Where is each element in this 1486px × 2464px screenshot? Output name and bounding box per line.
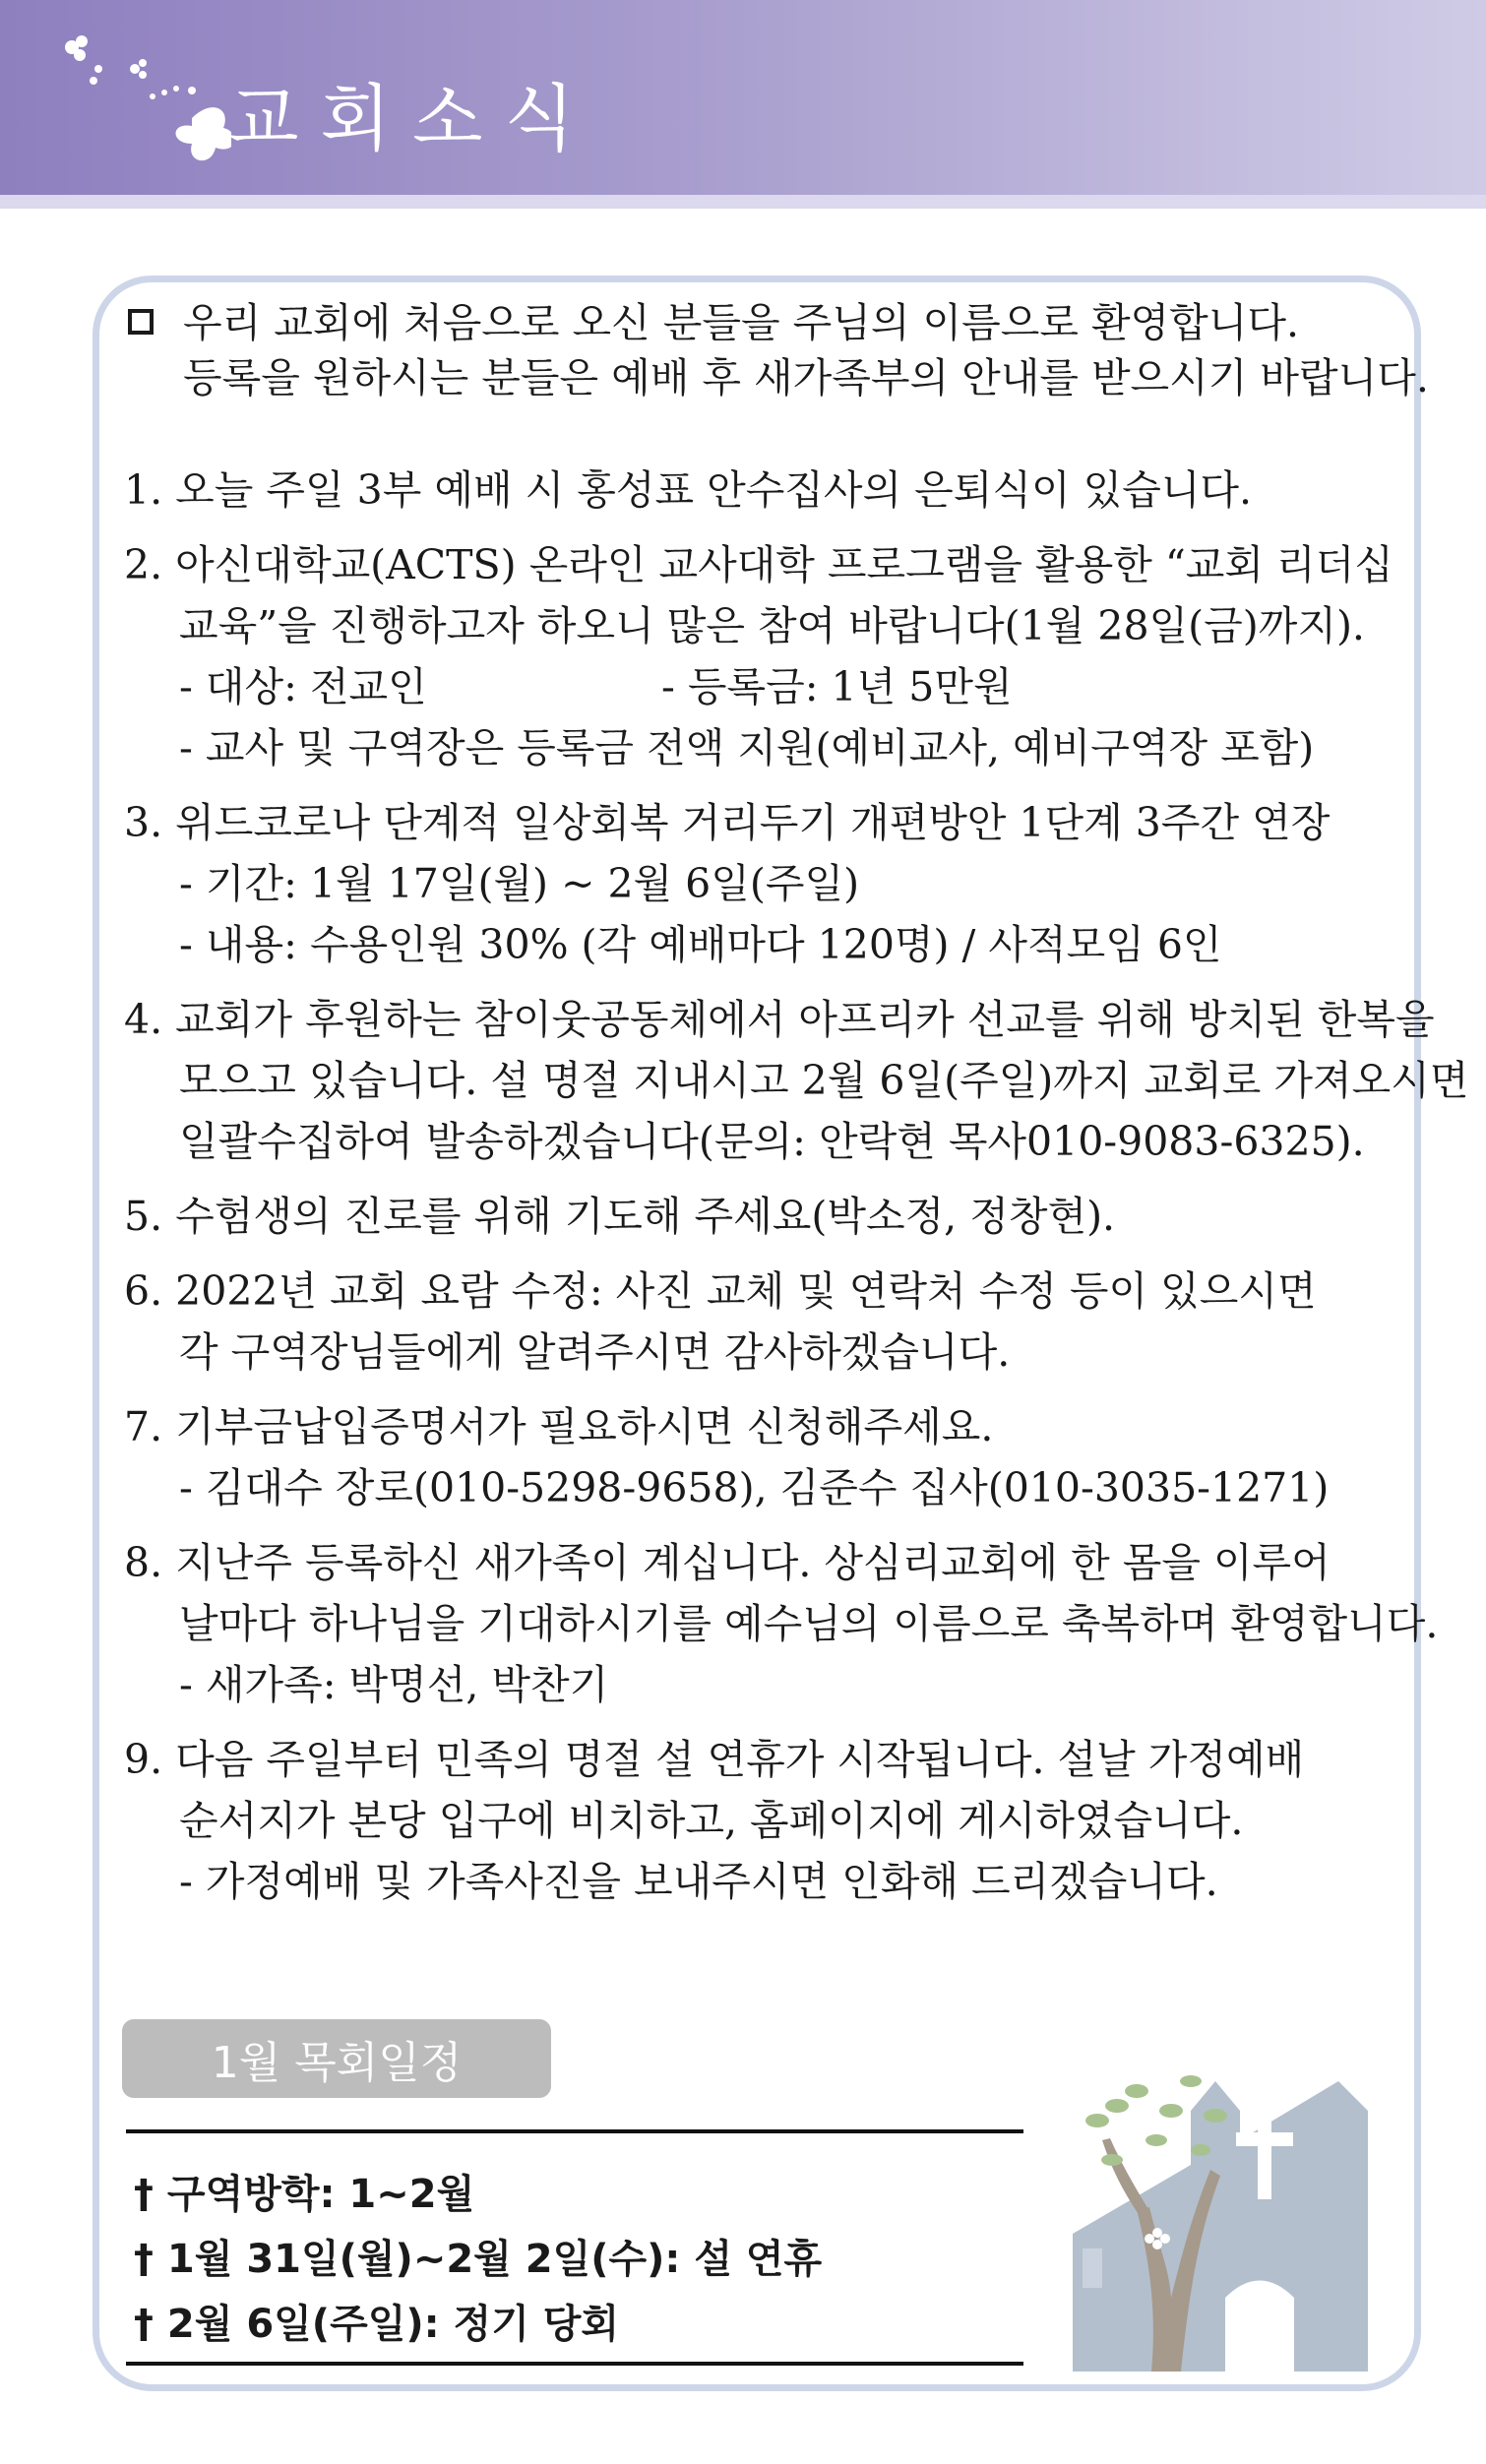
schedule-title-badge: 1월 목회일정 bbox=[122, 2019, 551, 2098]
notice-subline: - 새가족: 박명선, 박찬기 bbox=[179, 1661, 609, 1708]
notice-line: 순서지가 본당 입구에 비치하고, 홈페이지에 게시하였습니다. bbox=[179, 1797, 1244, 1844]
schedule-item: † 구역방학: 1~2월 bbox=[134, 2172, 475, 2217]
schedule-item: † 1월 31일(월)~2월 2일(수): 설 연휴 bbox=[134, 2237, 823, 2282]
notice-item-3: 3. 위드코로나 단계적 일상회복 거리두기 개편방안 1단계 3주간 연장 bbox=[124, 799, 1331, 846]
notice-line: 모으고 있습니다. 설 명절 지내시고 2월 6일(주일)까지 교회로 가져오시면 bbox=[179, 1057, 1469, 1104]
notice-line: 각 구역장님들에게 알려주시면 감사하겠습니다. bbox=[179, 1328, 1011, 1376]
notice-item-8: 8. 지난주 등록하신 새가족이 계십니다. 상심리교회에 한 몸을 이루어 bbox=[124, 1539, 1331, 1586]
notice-subline: - 가정예배 및 가족사진을 보내주시면 인화해 드리겠습니다. bbox=[179, 1858, 1218, 1905]
notice-subline: - 김대수 장로(010-5298-9658), 김준수 집사(010-3035-1271) bbox=[179, 1464, 1330, 1511]
notice-subline: - 대상: 전교인 bbox=[179, 663, 427, 710]
welcome-line: 등록을 원하시는 분들은 예배 후 새가족부의 안내를 받으시기 바랍니다. bbox=[183, 354, 1429, 401]
notice-line: 일괄수집하여 발송하겠습니다(문의: 안락현 목사010-9083-6325). bbox=[179, 1118, 1365, 1165]
notice-subline: - 내용: 수용인원 30% (각 예배마다 120명) / 사적모임 6인 bbox=[179, 921, 1222, 968]
notice-item-1: 1. 오늘 주일 3부 예배 시 홍성표 안수집사의 은퇴식이 있습니다. bbox=[124, 466, 1253, 514]
notice-item-5: 5. 수험생의 진로를 위해 기도해 주세요(박소정, 정창현). bbox=[124, 1193, 1116, 1240]
notice-item-4: 4. 교회가 후원하는 참이웃공동체에서 아프리카 선교를 위해 방치된 한복을 bbox=[124, 996, 1435, 1043]
notice-subline: - 등록금: 1년 5만원 bbox=[661, 663, 1013, 710]
flower-decoration-icon bbox=[54, 30, 231, 167]
schedule-top-rule bbox=[126, 2129, 1023, 2133]
notice-item-6: 6. 2022년 교회 요람 수정: 사진 교체 및 연락처 수정 등이 있으시면 bbox=[124, 1267, 1317, 1315]
welcome-line: 우리 교회에 처음으로 오신 분들을 주님의 이름으로 환영합니다. bbox=[183, 299, 1300, 346]
notice-subline: - 교사 및 구역장은 등록금 전액 지원(예비교사, 예비구역장 포함) bbox=[179, 724, 1315, 771]
notice-subline: - 기간: 1월 17일(월) ~ 2월 6일(주일) bbox=[179, 860, 860, 907]
notice-line: 날마다 하나님을 기대하시기를 예수님의 이름으로 축복하며 환영합니다. bbox=[179, 1600, 1439, 1647]
schedule-bottom-rule bbox=[126, 2362, 1023, 2366]
checkbox-icon bbox=[128, 309, 154, 335]
notice-item-7: 7. 기부금납입증명서가 필요하시면 신청해주세요. bbox=[124, 1403, 994, 1450]
page-title: 교회소식 bbox=[228, 77, 596, 161]
header-divider bbox=[0, 195, 1486, 209]
schedule-item: † 2월 6일(주일): 정기 당회 bbox=[134, 2302, 620, 2347]
church-tree-illustration-icon bbox=[1043, 2022, 1397, 2372]
notice-item-2: 2. 아신대학교(ACTS) 온라인 교사대학 프로그램을 활용한 “교회 리더십 bbox=[124, 541, 1393, 588]
notice-line: 교육”을 진행하고자 하오니 많은 참여 바랍니다(1월 28일(금)까지). bbox=[179, 602, 1365, 649]
notice-item-9: 9. 다음 주일부터 민족의 명절 설 연휴가 시작됩니다. 설날 가정예배 bbox=[124, 1736, 1305, 1783]
